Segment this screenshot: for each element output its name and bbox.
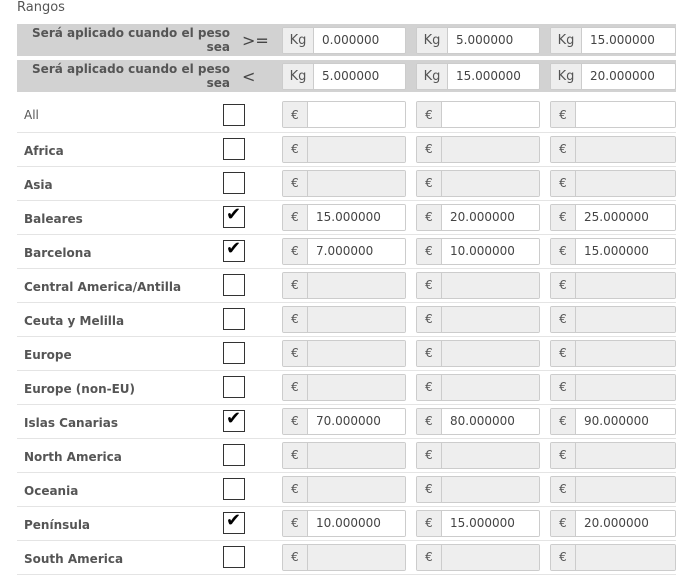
column-spacer <box>406 24 416 58</box>
currency-addon: € <box>417 171 442 196</box>
price-input[interactable] <box>442 477 539 502</box>
price-cell <box>416 336 540 370</box>
column-spacer <box>406 200 416 234</box>
zone-name: Europe (non-EU) <box>24 381 136 396</box>
price-input[interactable]: 20.000000 <box>442 205 539 230</box>
currency-addon: € <box>417 375 442 400</box>
zone-row <box>17 200 676 234</box>
zone-checkbox[interactable] <box>223 342 245 364</box>
price-input[interactable] <box>308 477 405 502</box>
weight-input-group <box>550 27 676 54</box>
zone-checkbox-cell <box>226 200 282 234</box>
price-input[interactable] <box>308 171 405 196</box>
price-cell <box>282 506 406 540</box>
weight-input[interactable]: 20.000000 <box>582 64 675 89</box>
price-cell <box>416 132 540 166</box>
checkmark-icon: ✔ <box>226 408 242 429</box>
zone-row <box>17 132 676 166</box>
zone-checkbox[interactable] <box>223 376 245 398</box>
checkmark-icon: ✔ <box>226 238 242 259</box>
price-input-group <box>550 272 676 299</box>
currency-addon: € <box>551 375 576 400</box>
weight-input[interactable]: 5.000000 <box>314 64 405 89</box>
zone-row <box>17 268 676 302</box>
zone-checkbox[interactable] <box>223 206 245 228</box>
column-spacer <box>406 370 416 404</box>
zone-row <box>17 302 676 336</box>
price-input[interactable]: 10.000000 <box>308 511 405 536</box>
weight-unit-addon: Kg <box>551 64 582 89</box>
currency-addon: € <box>417 511 442 536</box>
range-operator: < <box>242 58 282 92</box>
price-cell <box>282 404 406 438</box>
currency-addon: € <box>283 341 308 366</box>
price-input-group <box>550 476 676 503</box>
price-input[interactable] <box>576 273 675 298</box>
zone-checkbox-cell <box>226 234 282 268</box>
column-spacer <box>540 132 550 166</box>
price-input-group <box>282 544 406 571</box>
price-cell <box>416 472 540 506</box>
zone-checkbox-cell <box>242 336 282 370</box>
price-input[interactable] <box>442 443 539 468</box>
column-spacer <box>540 58 550 92</box>
price-input-group <box>282 374 406 401</box>
currency-addon: € <box>283 307 308 332</box>
price-input-group <box>550 204 676 231</box>
zone-checkbox-cell <box>242 370 282 404</box>
zone-row <box>17 98 676 132</box>
currency-addon: € <box>283 511 308 536</box>
price-cell <box>416 540 540 574</box>
currency-addon: € <box>551 137 576 162</box>
price-input[interactable]: 70.000000 <box>308 409 405 434</box>
price-input-group <box>282 170 406 197</box>
zone-name: Barcelona <box>24 245 92 260</box>
currency-addon: € <box>283 137 308 162</box>
column-spacer <box>406 336 416 370</box>
zone-checkbox-cell <box>242 98 282 132</box>
column-spacer <box>540 234 550 268</box>
price-input-group <box>416 544 540 571</box>
price-cell <box>282 540 406 574</box>
zone-checkbox[interactable] <box>223 546 245 568</box>
price-input[interactable] <box>576 341 675 366</box>
weight-input[interactable]: 15.000000 <box>582 28 675 53</box>
range-cell <box>550 58 676 92</box>
column-spacer <box>406 166 416 200</box>
column-spacer <box>540 370 550 404</box>
price-input-group <box>550 101 676 128</box>
price-input-group <box>550 170 676 197</box>
price-input[interactable]: 10.000000 <box>442 239 539 264</box>
price-input[interactable] <box>576 307 675 332</box>
price-input[interactable] <box>576 137 675 162</box>
currency-addon: € <box>417 341 442 366</box>
zone-name: Ceuta y Melilla <box>24 313 125 328</box>
price-input[interactable] <box>308 307 405 332</box>
price-input[interactable] <box>442 171 539 196</box>
currency-addon: € <box>551 341 576 366</box>
zone-row <box>17 234 676 268</box>
currency-addon: € <box>283 409 308 434</box>
price-cell <box>282 166 406 200</box>
zone-row <box>17 472 676 506</box>
range-condition-label: Será aplicado cuando el peso sea <box>17 24 242 58</box>
weight-input-group <box>282 27 406 54</box>
range-cell <box>416 58 540 92</box>
price-input[interactable] <box>442 273 539 298</box>
currency-addon: € <box>283 477 308 502</box>
weight-input-group <box>550 63 676 90</box>
currency-addon: € <box>551 239 576 264</box>
price-input-group <box>416 306 540 333</box>
price-input-group <box>416 442 540 469</box>
zone-row <box>17 438 676 472</box>
price-input-group <box>282 204 406 231</box>
price-input[interactable] <box>576 443 675 468</box>
currency-addon: € <box>283 239 308 264</box>
price-cell <box>282 336 406 370</box>
weight-unit-addon: Kg <box>417 64 448 89</box>
zone-row <box>17 404 676 438</box>
zone-checkbox[interactable] <box>223 104 245 126</box>
price-input[interactable] <box>576 102 675 127</box>
price-input[interactable] <box>576 545 675 570</box>
price-input-group <box>416 476 540 503</box>
currency-addon: € <box>551 102 576 127</box>
price-input[interactable] <box>442 545 539 570</box>
column-spacer <box>540 98 550 132</box>
price-input-group <box>416 170 540 197</box>
zone-checkbox-cell <box>242 438 282 472</box>
range-header-row <box>17 24 676 58</box>
zone-checkbox-cell <box>242 540 282 574</box>
column-spacer <box>406 302 416 336</box>
price-cell <box>416 370 540 404</box>
zone-name: Península <box>24 517 91 532</box>
weight-unit-addon: Kg <box>417 28 448 53</box>
zone-checkbox[interactable] <box>223 512 245 534</box>
price-cell <box>550 506 676 540</box>
price-input-group <box>282 476 406 503</box>
price-input[interactable] <box>442 102 539 127</box>
price-cell <box>550 166 676 200</box>
zone-row <box>17 336 676 370</box>
zone-checkbox-cell <box>242 166 282 200</box>
price-input[interactable] <box>576 477 675 502</box>
currency-addon: € <box>417 273 442 298</box>
column-spacer <box>540 200 550 234</box>
weight-unit-addon: Kg <box>551 28 582 53</box>
column-spacer <box>406 58 416 92</box>
price-input-group <box>550 374 676 401</box>
price-cell <box>550 268 676 302</box>
price-input[interactable] <box>308 443 405 468</box>
price-input-group <box>416 340 540 367</box>
zone-name: South America <box>24 551 124 566</box>
price-input[interactable] <box>576 171 675 196</box>
column-spacer <box>540 302 550 336</box>
range-condition-label: Será aplicado cuando el peso sea <box>17 58 242 92</box>
currency-addon: € <box>417 239 442 264</box>
price-cell <box>550 132 676 166</box>
price-cell <box>282 234 406 268</box>
price-cell <box>550 540 676 574</box>
column-spacer <box>540 268 550 302</box>
price-input[interactable] <box>442 307 539 332</box>
price-cell <box>416 234 540 268</box>
currency-addon: € <box>417 205 442 230</box>
zone-checkbox[interactable] <box>223 240 245 262</box>
currency-addon: € <box>551 409 576 434</box>
price-cell <box>416 506 540 540</box>
zone-checkbox-cell <box>226 404 282 438</box>
price-input[interactable] <box>442 137 539 162</box>
price-input[interactable]: 15.000000 <box>308 205 405 230</box>
weight-input[interactable]: 0.000000 <box>314 28 405 53</box>
zone-checkbox[interactable] <box>223 444 245 466</box>
price-input[interactable] <box>442 375 539 400</box>
price-input-group <box>550 442 676 469</box>
zone-name: Asia <box>24 177 53 192</box>
checkmark-icon: ✔ <box>226 204 242 225</box>
price-input-group <box>416 204 540 231</box>
zone-row <box>17 540 676 574</box>
zone-name: North America <box>24 449 122 464</box>
currency-addon: € <box>283 443 308 468</box>
price-cell <box>282 200 406 234</box>
price-input[interactable] <box>308 341 405 366</box>
price-cell <box>282 370 406 404</box>
price-input-group <box>416 136 540 163</box>
price-input-group <box>416 374 540 401</box>
price-cell <box>550 98 676 132</box>
price-cell <box>416 200 540 234</box>
zone-checkbox[interactable] <box>223 172 245 194</box>
currency-addon: € <box>551 171 576 196</box>
price-input[interactable] <box>308 273 405 298</box>
price-input-group <box>416 408 540 435</box>
price-input-group <box>282 408 406 435</box>
price-cell <box>416 302 540 336</box>
column-spacer <box>540 540 550 574</box>
price-input-group <box>550 238 676 265</box>
zone-row <box>17 166 676 200</box>
price-input-group <box>416 510 540 537</box>
column-spacer <box>406 404 416 438</box>
zone-checkbox[interactable] <box>223 478 245 500</box>
currency-addon: € <box>417 545 442 570</box>
price-cell <box>282 438 406 472</box>
weight-input-group <box>416 27 540 54</box>
weight-input[interactable]: 15.000000 <box>448 64 539 89</box>
price-input-group <box>282 101 406 128</box>
currency-addon: € <box>283 273 308 298</box>
zone-checkbox-cell <box>242 268 282 302</box>
currency-addon: € <box>551 273 576 298</box>
checkmark-icon: ✔ <box>226 510 242 531</box>
column-spacer <box>406 438 416 472</box>
currency-addon: € <box>417 443 442 468</box>
column-spacer <box>406 234 416 268</box>
price-input-group <box>550 136 676 163</box>
price-input-group <box>282 442 406 469</box>
ranges-table <box>17 24 676 575</box>
currency-addon: € <box>283 102 308 127</box>
price-input[interactable] <box>442 341 539 366</box>
currency-addon: € <box>283 375 308 400</box>
price-cell <box>416 404 540 438</box>
column-spacer <box>540 24 550 58</box>
price-input[interactable]: 15.000000 <box>442 511 539 536</box>
range-cell <box>416 24 540 58</box>
price-input-group <box>550 408 676 435</box>
currency-addon: € <box>551 545 576 570</box>
column-spacer <box>406 98 416 132</box>
zone-checkbox[interactable] <box>223 138 245 160</box>
price-cell <box>550 438 676 472</box>
column-spacer <box>406 506 416 540</box>
weight-input[interactable]: 5.000000 <box>448 28 539 53</box>
price-cell <box>416 268 540 302</box>
zone-row <box>17 506 676 540</box>
price-cell <box>416 166 540 200</box>
currency-addon: € <box>417 137 442 162</box>
price-input[interactable] <box>576 375 675 400</box>
column-spacer <box>540 472 550 506</box>
price-input[interactable]: 80.000000 <box>442 409 539 434</box>
price-cell <box>416 98 540 132</box>
zone-checkbox-cell <box>226 506 282 540</box>
price-input[interactable] <box>308 545 405 570</box>
weight-input-group <box>416 63 540 90</box>
price-cell <box>282 302 406 336</box>
price-cell <box>550 370 676 404</box>
price-input[interactable]: 25.000000 <box>576 205 675 230</box>
currency-addon: € <box>551 477 576 502</box>
currency-addon: € <box>283 545 308 570</box>
column-spacer <box>406 268 416 302</box>
price-input-group <box>550 306 676 333</box>
currency-addon: € <box>551 307 576 332</box>
weight-unit-addon: Kg <box>283 28 314 53</box>
weight-input-group <box>282 63 406 90</box>
price-cell <box>550 200 676 234</box>
column-spacer <box>540 166 550 200</box>
price-input-group <box>416 272 540 299</box>
column-spacer <box>406 472 416 506</box>
column-spacer <box>406 132 416 166</box>
range-cell <box>550 24 676 58</box>
price-cell <box>550 234 676 268</box>
range-cell <box>282 24 406 58</box>
zone-name: All <box>24 108 39 122</box>
price-input[interactable] <box>308 102 405 127</box>
zone-checkbox[interactable] <box>223 274 245 296</box>
price-cell <box>550 302 676 336</box>
column-spacer <box>540 404 550 438</box>
zone-checkbox[interactable] <box>223 308 245 330</box>
column-spacer <box>540 506 550 540</box>
price-cell <box>550 336 676 370</box>
zone-name: Islas Canarias <box>24 415 118 430</box>
section-title: Rangos <box>17 0 65 15</box>
price-input-group <box>282 340 406 367</box>
zone-name: Central America/Antilla <box>24 279 182 294</box>
price-input-group <box>550 510 676 537</box>
zone-name: Oceania <box>24 483 79 498</box>
price-input-group <box>282 306 406 333</box>
price-input-group <box>550 544 676 571</box>
price-input-group <box>416 238 540 265</box>
price-input-group <box>550 340 676 367</box>
price-input[interactable]: 90.000000 <box>576 409 675 434</box>
currency-addon: € <box>417 307 442 332</box>
zone-name: Europe <box>24 347 72 362</box>
currency-addon: € <box>417 477 442 502</box>
price-cell <box>550 472 676 506</box>
range-header-row <box>17 58 676 92</box>
column-spacer <box>540 438 550 472</box>
price-cell <box>282 268 406 302</box>
price-input-group <box>416 101 540 128</box>
price-input-group <box>282 136 406 163</box>
price-input[interactable] <box>308 137 405 162</box>
zone-checkbox-cell <box>242 472 282 506</box>
zone-name: Africa <box>24 143 64 158</box>
currency-addon: € <box>283 205 308 230</box>
currency-addon: € <box>283 171 308 196</box>
zone-checkbox-cell <box>242 302 282 336</box>
price-input-group <box>282 238 406 265</box>
price-input[interactable]: 7.000000 <box>308 239 405 264</box>
price-input-group <box>282 510 406 537</box>
price-cell <box>416 438 540 472</box>
weight-unit-addon: Kg <box>283 64 314 89</box>
price-input-group <box>282 272 406 299</box>
zone-row <box>17 370 676 404</box>
range-operator: >= <box>242 24 282 58</box>
zone-name: Baleares <box>24 211 83 226</box>
price-input[interactable]: 15.000000 <box>576 239 675 264</box>
price-cell <box>282 132 406 166</box>
currency-addon: € <box>417 102 442 127</box>
currency-addon: € <box>551 511 576 536</box>
currency-addon: € <box>551 205 576 230</box>
price-cell <box>550 404 676 438</box>
currency-addon: € <box>551 443 576 468</box>
price-input[interactable]: 20.000000 <box>576 511 675 536</box>
zone-checkbox[interactable] <box>223 410 245 432</box>
price-cell <box>282 98 406 132</box>
column-spacer <box>406 540 416 574</box>
range-cell <box>282 58 406 92</box>
currency-addon: € <box>417 409 442 434</box>
zone-checkbox-cell <box>242 132 282 166</box>
price-cell <box>282 472 406 506</box>
price-input[interactable] <box>308 375 405 400</box>
column-spacer <box>540 336 550 370</box>
